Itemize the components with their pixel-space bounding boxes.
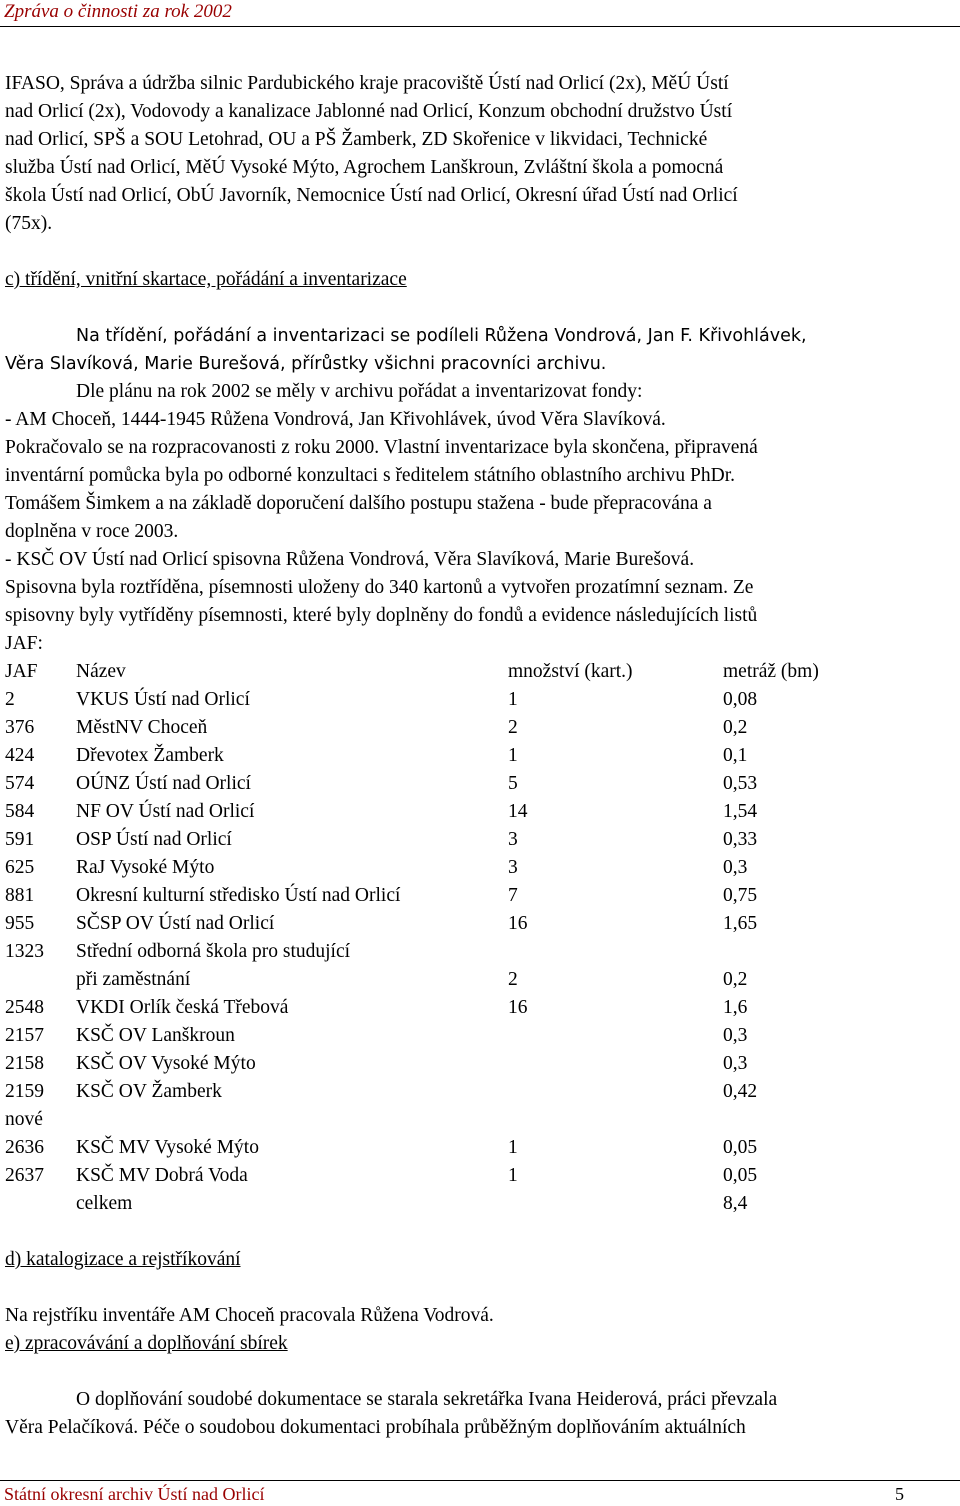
table-row bbox=[5, 938, 955, 966]
jaf-number-cell: 574 bbox=[5, 773, 35, 794]
length-cell: 1,65 bbox=[723, 913, 758, 934]
quantity-cell: 1 bbox=[508, 689, 518, 710]
table-row bbox=[5, 770, 955, 798]
page-header bbox=[0, 0, 960, 27]
section-d-heading: d) katalogizace a rejstříkování bbox=[5, 1249, 241, 1270]
jaf-number-cell: 584 bbox=[5, 801, 35, 822]
fund-name-cell bbox=[76, 1106, 508, 1134]
table-row bbox=[5, 854, 955, 882]
fund-name-cell: Střední odborná škola pro studující bbox=[76, 941, 351, 962]
fund-name-cell: VKUS Ústí nad Orlicí bbox=[76, 689, 250, 710]
section-c-line: - KSČ OV Ústí nad Orlicí spisovna Růžena Vondrová, Věra Slavíková, Marie Burešová. bbox=[5, 549, 695, 570]
length-cell: 0,05 bbox=[723, 1137, 758, 1158]
quantity-cell: 3 bbox=[508, 857, 518, 878]
fund-name-cell: VKDI Orlík česká Třebová bbox=[76, 997, 289, 1018]
length-cell: 0,3 bbox=[723, 1025, 748, 1046]
jaf-number-cell: 955 bbox=[5, 913, 35, 934]
table-row bbox=[5, 686, 955, 714]
fund-name-cell: Dřevotex Žamberk bbox=[76, 745, 224, 766]
fund-name-cell: OSP Ústí nad Orlicí bbox=[76, 829, 232, 850]
table-row bbox=[5, 742, 955, 770]
quantity-cell bbox=[508, 1190, 723, 1218]
length-cell: 1,6 bbox=[723, 997, 748, 1018]
jaf-number-cell: 591 bbox=[5, 829, 35, 850]
fund-name-cell: celkem bbox=[76, 1193, 133, 1214]
quantity-cell: 5 bbox=[508, 773, 518, 794]
section-c-line: inventární pomůcka byla po odborné konzultaci s ředitelem státního oblastního archivu PhDr. bbox=[5, 465, 736, 486]
length-cell: 0,3 bbox=[723, 1053, 748, 1074]
jaf-number-cell bbox=[5, 1190, 76, 1218]
jaf-number-cell: 2 bbox=[5, 689, 15, 710]
section-c-line: - AM Choceň, 1444-1945 Růžena Vondrová, Jan Křivohlávek, úvod Věra Slavíková. bbox=[5, 409, 666, 430]
quantity-cell: 1 bbox=[508, 1165, 518, 1186]
fund-name-cell: RaJ Vysoké Mýto bbox=[76, 857, 215, 878]
length-cell bbox=[723, 938, 955, 966]
length-cell: 0,1 bbox=[723, 745, 748, 766]
jaf-number-cell: 424 bbox=[5, 745, 35, 766]
length-cell: 8,4 bbox=[723, 1193, 748, 1214]
jaf-number-cell: 2158 bbox=[5, 1053, 44, 1074]
footer-archive-name: Státní okresní archiv Ústí nad Orlicí bbox=[4, 1484, 265, 1504]
length-cell: 0,08 bbox=[723, 689, 758, 710]
quantity-cell: 1 bbox=[508, 745, 518, 766]
length-cell: 1,54 bbox=[723, 801, 758, 822]
table-row bbox=[5, 1162, 955, 1190]
length-cell: 0,3 bbox=[723, 857, 748, 878]
length-cell: 0,33 bbox=[723, 829, 758, 850]
table-header-cell: metráž (bm) bbox=[723, 661, 819, 682]
intro-line: (75x). bbox=[5, 213, 53, 234]
quantity-cell: 1 bbox=[508, 1137, 518, 1158]
intro-paragraph bbox=[5, 70, 955, 238]
intro-line: nad Orlicí, SPŠ a SOU Letohrad, OU a PŠ Žamberk, ZD Skořenice v likvidaci, Technické bbox=[5, 129, 708, 150]
intro-line: služba Ústí nad Orlicí, MěÚ Vysoké Mýto, Agrochem Lanškroun, Zvláštní škola a pomocná bbox=[5, 157, 724, 178]
table-row bbox=[5, 826, 955, 854]
fund-name-cell: OÚNZ Ústí nad Orlicí bbox=[76, 773, 251, 794]
fund-name-cell: KSČ OV Vysoké Mýto bbox=[76, 1053, 256, 1074]
jaf-number-cell: 2159 bbox=[5, 1081, 44, 1102]
table-row bbox=[5, 966, 955, 994]
fund-name-cell: MěstNV Choceň bbox=[76, 717, 208, 738]
section-c-line: JAF: bbox=[5, 633, 43, 654]
section-e-line: Věra Pelačíková. Péče o soudobou dokumentaci probíhala průběžným doplňováním aktuálních bbox=[5, 1417, 746, 1438]
quantity-cell: 14 bbox=[508, 801, 528, 822]
section-c-line: Spisovna byla roztříděna, písemnosti uloženy do 340 kartonů a vytvořen prozatímní seznam. Ze bbox=[5, 577, 754, 598]
quantity-cell bbox=[508, 1050, 723, 1078]
section-e-heading: e) zpracovávání a doplňování sbírek bbox=[5, 1333, 288, 1354]
table-header-cell: množství (kart.) bbox=[508, 661, 633, 682]
section-c-paragraph bbox=[5, 322, 955, 658]
table-header-cell: Název bbox=[76, 661, 126, 682]
section-c-line: Věra Slavíková, Marie Burešová, přírůstky všichni pracovníci archivu. bbox=[5, 354, 607, 374]
table-header-cell: JAF bbox=[5, 661, 38, 682]
table-row bbox=[5, 1190, 955, 1218]
document-title: Zpráva o činnosti za rok 2002 bbox=[4, 1, 232, 22]
length-cell: 0,53 bbox=[723, 773, 758, 794]
jaf-number-cell: 2548 bbox=[5, 997, 44, 1018]
section-c-heading: c) třídění, vnitřní skartace, pořádání a inventarizace bbox=[5, 269, 407, 290]
table-row bbox=[5, 1022, 955, 1050]
quantity-cell: 2 bbox=[508, 717, 518, 738]
section-c-line: doplněna v roce 2003. bbox=[5, 521, 179, 542]
footer-page-number: 5 bbox=[895, 1484, 904, 1504]
intro-line: škola Ústí nad Orlicí, ObÚ Javorník, Nemocnice Ústí nad Orlicí, Okresní úřad Ústí nad Orlicí bbox=[5, 185, 738, 206]
length-cell: 0,42 bbox=[723, 1081, 758, 1102]
quantity-cell bbox=[508, 938, 723, 966]
table-row bbox=[5, 714, 955, 742]
section-c-line: Na třídění, pořádání a inventarizaci se podíleli Růžena Vondrová, Jan F. Křivohlávek, bbox=[76, 326, 807, 346]
section-e-line: O doplňování soudobé dokumentace se starala sekretářka Ivana Heiderová, práci převzala bbox=[76, 1389, 778, 1410]
jaf-number-cell: 2157 bbox=[5, 1025, 44, 1046]
fund-name-cell: při zaměstnání bbox=[76, 969, 191, 990]
quantity-cell: 16 bbox=[508, 913, 528, 934]
jaf-number-cell: 1323 bbox=[5, 941, 44, 962]
table-row bbox=[5, 994, 955, 1022]
length-cell: 0,05 bbox=[723, 1165, 758, 1186]
table-row bbox=[5, 1078, 955, 1106]
jaf-number-cell: 376 bbox=[5, 717, 35, 738]
fund-name-cell: SČSP OV Ústí nad Orlicí bbox=[76, 913, 275, 934]
fund-name-cell: KSČ MV Vysoké Mýto bbox=[76, 1137, 259, 1158]
jaf-number-cell: 625 bbox=[5, 857, 35, 878]
table-row bbox=[5, 1106, 955, 1134]
jaf-number-cell: 2636 bbox=[5, 1137, 44, 1158]
table-row bbox=[5, 882, 955, 910]
fund-name-cell: NF OV Ústí nad Orlicí bbox=[76, 801, 255, 822]
quantity-cell bbox=[508, 1022, 723, 1050]
table-row bbox=[5, 798, 955, 826]
page-body bbox=[5, 70, 955, 1442]
quantity-cell bbox=[508, 1078, 723, 1106]
table-row bbox=[5, 1050, 955, 1078]
quantity-cell: 16 bbox=[508, 997, 528, 1018]
jaf-table bbox=[5, 658, 955, 1218]
section-e-paragraph bbox=[5, 1386, 955, 1442]
table-row bbox=[5, 1134, 955, 1162]
fund-name-cell: KSČ OV Žamberk bbox=[76, 1081, 222, 1102]
section-c-line: Dle plánu na rok 2002 se měly v archivu pořádat a inventarizovat fondy: bbox=[76, 381, 643, 402]
section-d-text: Na rejstříku inventáře AM Choceň pracovala Růžena Vodrová. bbox=[5, 1305, 494, 1326]
intro-line: IFASO, Správa a údržba silnic Pardubického kraje pracoviště Ústí nad Orlicí (2x), MěÚ Ústí bbox=[5, 73, 729, 94]
length-cell bbox=[723, 1106, 955, 1134]
fund-name-cell: KSČ MV Dobrá Voda bbox=[76, 1165, 248, 1186]
page-footer bbox=[0, 1480, 960, 1506]
fund-name-cell: Okresní kulturní středisko Ústí nad Orlicí bbox=[76, 885, 401, 906]
table-header-row bbox=[5, 658, 955, 686]
length-cell: 0,75 bbox=[723, 885, 758, 906]
length-cell: 0,2 bbox=[723, 717, 748, 738]
table-row bbox=[5, 910, 955, 938]
section-c-line: Pokračovalo se na rozpracovanosti z roku 2000. Vlastní inventarizace byla skončena, připravená bbox=[5, 437, 758, 458]
intro-line: nad Orlicí (2x), Vodovody a kanalizace Jablonné nad Orlicí, Konzum obchodní družstvo Ústí bbox=[5, 101, 733, 122]
jaf-number-cell: 2637 bbox=[5, 1165, 44, 1186]
quantity-cell: 7 bbox=[508, 885, 518, 906]
jaf-number-cell: 881 bbox=[5, 885, 35, 906]
length-cell: 0,2 bbox=[723, 969, 748, 990]
quantity-cell: 2 bbox=[508, 969, 518, 990]
quantity-cell bbox=[508, 1106, 723, 1134]
section-c-line: spisovny byly vytříděny písemnosti, které byly doplněny do fondů a evidence následujících listů bbox=[5, 605, 758, 626]
quantity-cell: 3 bbox=[508, 829, 518, 850]
jaf-number-cell bbox=[5, 966, 76, 994]
jaf-number-cell: nové bbox=[5, 1109, 43, 1130]
fund-name-cell: KSČ OV Lanškroun bbox=[76, 1025, 235, 1046]
section-c-line: Tomášem Šimkem a na základě doporučení dalšího postupu stažena - bude přepracována a bbox=[5, 493, 712, 514]
